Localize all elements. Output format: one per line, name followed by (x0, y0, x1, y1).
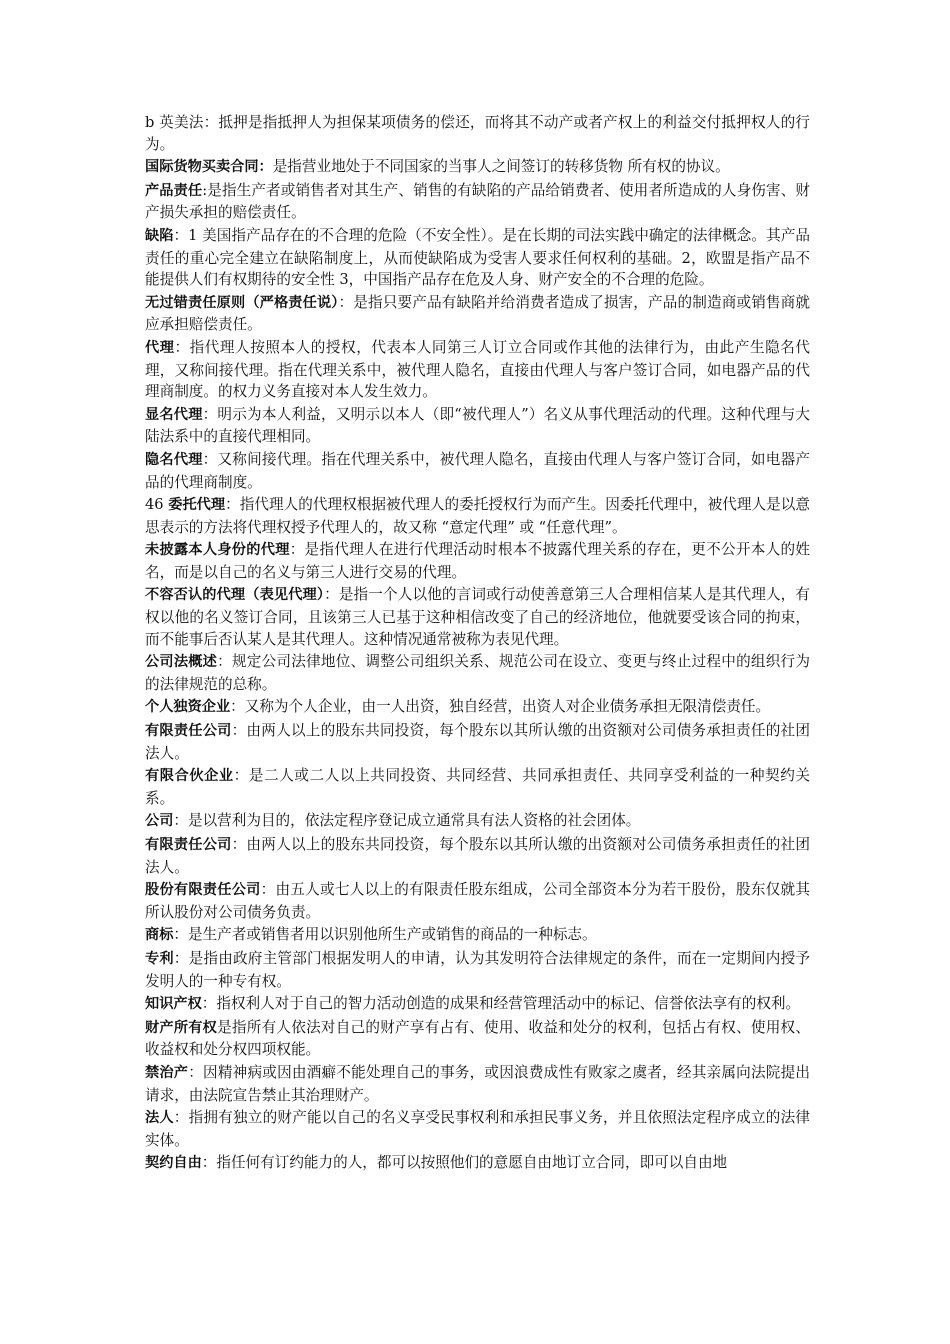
glossary-entry (145, 1017, 810, 1061)
glossary-entry (145, 834, 810, 878)
glossary-entry (145, 810, 810, 833)
glossary-entry (145, 337, 810, 403)
entry-term: 国际货物买卖合同： (145, 159, 273, 176)
entry-term: 商标 (145, 927, 174, 944)
glossary-entry (145, 539, 810, 583)
glossary-entry (145, 584, 810, 650)
entry-definition: ：指代理人的代理权根据被代理人的委托授权行为而产生。因委托代理中，被代理人是以意思表示的方法将代理权授予代理人的，故又称 “意定代理” 或 “任意代理”。 (145, 496, 810, 536)
glossary-entry (145, 1152, 810, 1175)
entry-term: 禁治产 (145, 1064, 189, 1081)
entry-definition: ：是生产者或销售者用以识别他所生产或销售的商品的一种标志。 (173, 926, 597, 944)
glossary-entry (145, 494, 810, 538)
entry-term: 公司 (145, 813, 174, 830)
entry-term: 产品责任 (145, 182, 203, 199)
entry-prefix: b 英美法 (145, 114, 204, 131)
entry-definition: ：因精神病或因由酒癖不能处理自己的事务，或因浪费成性有败家之虞者，经其亲属向法院提出请求，由法院宣告禁止其治理财产。 (145, 1063, 810, 1104)
entry-definition: ：由两人以上的股东共同投资，每个股东以其所认缴的出资额对公司债务承担责任的社团法人。 (145, 836, 810, 876)
document-page (145, 112, 810, 1176)
entry-definition: ：是以营利为目的，依法定程序登记成立通常具有法人资格的社会团体。 (173, 812, 641, 830)
entry-prefix: 46 (145, 496, 169, 514)
entry-term: 有限责任公司 (145, 723, 232, 740)
entry-definition: ：由两人以上的股东共同投资，每个股东以其所认缴的出资额对公司债务承担责任的社团法人。 (145, 722, 810, 762)
entry-definition: ：1 美国指产品存在的不合理的危险（不安全性）。是在长期的司法实践中确定的法律概念。其产品责任的重心完全建立在缺陷制度上，从而使缺陷成为受害人要求任何权利的基础。2，欧盟是指产品不能提供人们有权期待的安全性 3，中国指产品存在危及人身、财产安全的不合理的危险。 (145, 226, 810, 289)
glossary-entry (145, 1107, 810, 1151)
entry-term: 隐名代理 (145, 451, 203, 468)
glossary-entry (145, 112, 810, 155)
entry-definition: ：是指一个人以他的言词或行动使善意第三人合理相信某人是其代理人，有权以他的名义签订合同，且该第三人已基于这种相信改变了自己的经济地位，他就要受该合同的拘束，而不能事后否认某人是其代理人。这种情况通常被称为表见代理。 (145, 586, 810, 648)
entry-definition: 是指所有人依法对自己的财产享有占有、使用、收益和处分的权利，包括占有权、使用权、收益权和处分权四项权能。 (145, 1018, 810, 1059)
entry-definition: ：明示为本人利益，又明示以本人（即“被代理人”）名义从事代理活动的代理。这种代理与大陆法系中的直接代理相同。 (145, 405, 810, 446)
glossary-entry (145, 404, 810, 448)
entry-definition: ：是指代理人在进行代理活动时根本不披露代理关系的存在，更不公开本人的姓名，而是以自己的名义与第三人进行交易的代理。 (145, 541, 810, 581)
entry-term: 个人独资企业 (145, 699, 231, 716)
glossary-entry (145, 651, 810, 695)
glossary-entry (145, 225, 810, 291)
glossary-entry (145, 879, 810, 923)
entry-definition: ：指权利人对于自己的智力活动创造的成果和经营管理活动中的标记、信誉依法享有的权利。 (201, 995, 801, 1013)
glossary-entry (145, 156, 810, 179)
entry-term: 委托代理 (168, 497, 226, 514)
glossary-entry (145, 924, 810, 947)
entry-term: 无过错责任原则（严格责任说） (145, 294, 339, 311)
entry-term: 不容否认的代理（表见代理） (145, 587, 325, 604)
glossary-entry (145, 696, 810, 719)
entry-definition: ：指任何有订约能力的人，都可以按照他们的意愿自由地订立合同，即可以自由地 (201, 1154, 728, 1172)
entry-definition: ：是二人或二人以上共同投资、共同经营、共同承担责任、共同享受利益的一种契约关系。 (145, 767, 810, 807)
entry-definition: ：指拥有独立的财产能以自己的名义享受民事权利和承担民事义务，并且依照法定程序成立的法律实体。 (145, 1109, 810, 1149)
entry-term: 显名代理 (145, 406, 203, 423)
entry-definition: ：规定公司法律地位、调整公司组织关系、规范公司在设立、变更与终止过程中的组织行为的法律规范的总称。 (145, 653, 810, 693)
entry-definition: ：指代理人按照本人的授权，代表本人同第三人订立合同或作其他的法律行为，由此产生隐名代理，又称间接代理。指在代理关系中，被代理人隐名，直接由代理人与客户签订合同，如电器产品的代理商制度。的权力义务直接对本人发生效力。 (145, 338, 810, 401)
entry-term: 未披露本人身份的代理 (145, 542, 290, 559)
entry-definition: ：是指只要产品有缺陷并给消费者造成了损害，产品的制造商或销售商就应承担赔偿责任。 (145, 293, 810, 334)
entry-term: 代理 (145, 339, 175, 356)
entry-definition: ：由五人或七人以上的有限责任股东组成，公司全部资本分为若干股份，股东仅就其所认股份对公司债务负责。 (145, 881, 810, 921)
entry-definition: ：又称为个人企业，由一人出资，独自经营，出资人对企业债务承担无限清偿责任。 (230, 698, 771, 716)
entry-definition: ：是指由政府主管部门根据发明人的申请，认为其发明符合法律规定的条件，而在一定期间内授予发明人的一种专有权。 (145, 949, 810, 990)
entry-term: 财产所有权 (145, 1019, 218, 1036)
glossary-entry (145, 765, 810, 809)
entry-term: 专利 (145, 950, 174, 967)
entry-term: 缺陷 (145, 227, 174, 244)
entry-term: 股份有限责任公司 (145, 882, 261, 899)
entry-definition: ：又称间接代理。指在代理关系中，被代理人隐名，直接由代理人与客户签订合同，如电器产品的代理商制度。 (145, 450, 810, 491)
entry-term: 有限合伙企业 (145, 768, 234, 785)
glossary-entry (145, 180, 810, 224)
entry-term: 法人 (145, 1110, 174, 1127)
entry-term: 有限责任公司 (145, 837, 232, 853)
glossary-entry (145, 720, 810, 764)
glossary-entry (145, 292, 810, 336)
entry-definition: 是指营业地处于不同国家的当事人之间签订的转移货物 所有权的协议。 (272, 158, 730, 176)
entry-term: 公司法概述 (145, 654, 218, 671)
glossary-entry (145, 1062, 810, 1106)
glossary-entry (145, 993, 810, 1016)
entry-term: 知识产权 (145, 996, 202, 1013)
entry-definition: :是指生产者或销售者对其生产、销售的有缺陷的产品给销费者、使用者所造成的人身伤害、财产损失承担的赔偿责任。 (145, 181, 810, 222)
entry-term: 契约自由 (145, 1155, 202, 1172)
glossary-entry (145, 449, 810, 493)
entry-definition: ：抵押是指抵押人为担保某项债务的偿还，而将其不动产或者产权上的利益交付抵押权人的行为。 (145, 114, 810, 153)
glossary-entry (145, 948, 810, 992)
